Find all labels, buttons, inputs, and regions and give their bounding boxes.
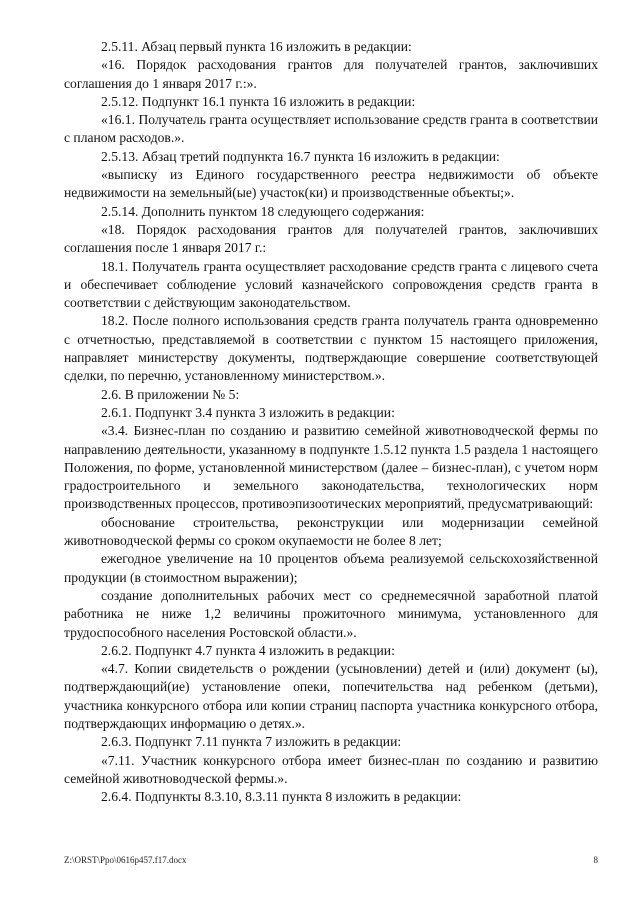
paragraph-new-jobs: создание дополнительных рабочих мест со среднемесячной заработной платой работника не ниже 1,2 величины прожиточного минимума, установленного для трудоспособного населения Ростовской области.». bbox=[64, 587, 598, 640]
paragraph-16-quote: «16. Порядок расходования грантов для получателей грантов, заключивших соглашения до 1 января 2017 г.:». bbox=[64, 57, 598, 91]
paragraph-3-4-quote: «3.4. Бизнес-план по созданию и развитию семейной животноводческой фермы по направлению деятельности, указанному в подпункте 1.5.12 пункта 1.5 раздела 1 настоящего Положения, по форме, установленной министерством (далее – бизнес-план), с учетом норм градостроительного и земельного законодательства, технологических норм производственных процессов, противоэпизоотических мероприятий, предусматривающий: bbox=[64, 423, 598, 512]
document-page bbox=[64, 38, 598, 806]
paragraph-extract-quote: «выписку из Единого государственного реестра недвижимости об объекте недвижимости на земельный(ые) участок(ки) и производственные объекты;». bbox=[64, 167, 598, 201]
page-number: 8 bbox=[593, 855, 598, 865]
paragraph-2-6-3: 2.6.3. Подпункт 7.11 пункта 7 изложить в редакции: bbox=[101, 734, 402, 750]
paragraph-2-5-14: 2.5.14. Дополнить пунктом 18 следующего содержания: bbox=[101, 203, 425, 219]
paragraph-2-5-12: 2.5.12. Подпункт 16.1 пункта 16 изложить в редакции: bbox=[101, 93, 416, 109]
paragraph-2-6-2: 2.6.2. Подпункт 4.7 пункта 4 изложить в редакции: bbox=[101, 642, 395, 658]
paragraph-16-1-quote: «16.1. Получатель гранта осуществляет использование средств гранта в соответствии с планом расходов.». bbox=[64, 112, 598, 146]
paragraph-18-quote: «18. Порядок расходования грантов для получателей грантов, заключивших соглашения после 1 января 2017 г.: bbox=[64, 221, 598, 256]
paragraph-4-7-quote: «4.7. Копии свидетельств о рождении (усыновлении) детей и (или) документ (ы), подтверждающий(ие) установление опеки, попечительства над ребенком (детьми), участника конкурсного отбора или копии страниц паспорта участника конкурсного отбора, подтверждающих информацию о детях.». bbox=[64, 661, 598, 731]
paragraph-2-6-4: 2.6.4. Подпункты 8.3.10, 8.3.11 пункта 8 изложить в редакции: bbox=[101, 789, 462, 805]
paragraph-18-1: 18.1. Получатель гранта осуществляет расходование средств гранта с лицевого счета и обеспечивает соблюдение условий казначейского сопровождения средств гранта в соответствии с действующим законодательством. bbox=[64, 258, 598, 311]
paragraph-7-11-quote: «7.11. Участник конкурсного отбора имеет бизнес-план по созданию и развитию семейной животноводческой фермы.». bbox=[64, 752, 598, 786]
paragraph-2-6: 2.6. В приложении № 5: bbox=[101, 386, 240, 402]
paragraph-2-5-13: 2.5.13. Абзац третий подпункта 16.7 пункта 16 изложить в редакции: bbox=[101, 148, 500, 164]
footer-file-path: Z:\ORST\Ppo\0616p457.f17.docx bbox=[64, 855, 187, 865]
paragraph-annual-increase: ежегодное увеличение на 10 процентов объема реализуемой сельскохозяйственной продукции (в стоимостном выражении); bbox=[64, 551, 598, 585]
paragraph-2-6-1: 2.6.1. Подпункт 3.4 пункта 3 изложить в редакции: bbox=[101, 404, 395, 420]
paragraph-2-5-11: 2.5.11. Абзац первый пункта 16 изложить в редакции: bbox=[101, 39, 412, 54]
paragraph-18-2: 18.2. После полного использования средств гранта получатель гранта одновременно с отчетностью, представляемой в соответствии с пунктом 15 настоящего приложения, направляет министерству документы, подтверждающие совершение соответствующей сделки, по перечню, установленному министерством.». bbox=[64, 313, 598, 384]
paragraph-justification: обоснование строительства, реконструкции или модернизации семейной животноводческой фермы со сроком окупаемости не более 8 лет; bbox=[64, 514, 598, 549]
